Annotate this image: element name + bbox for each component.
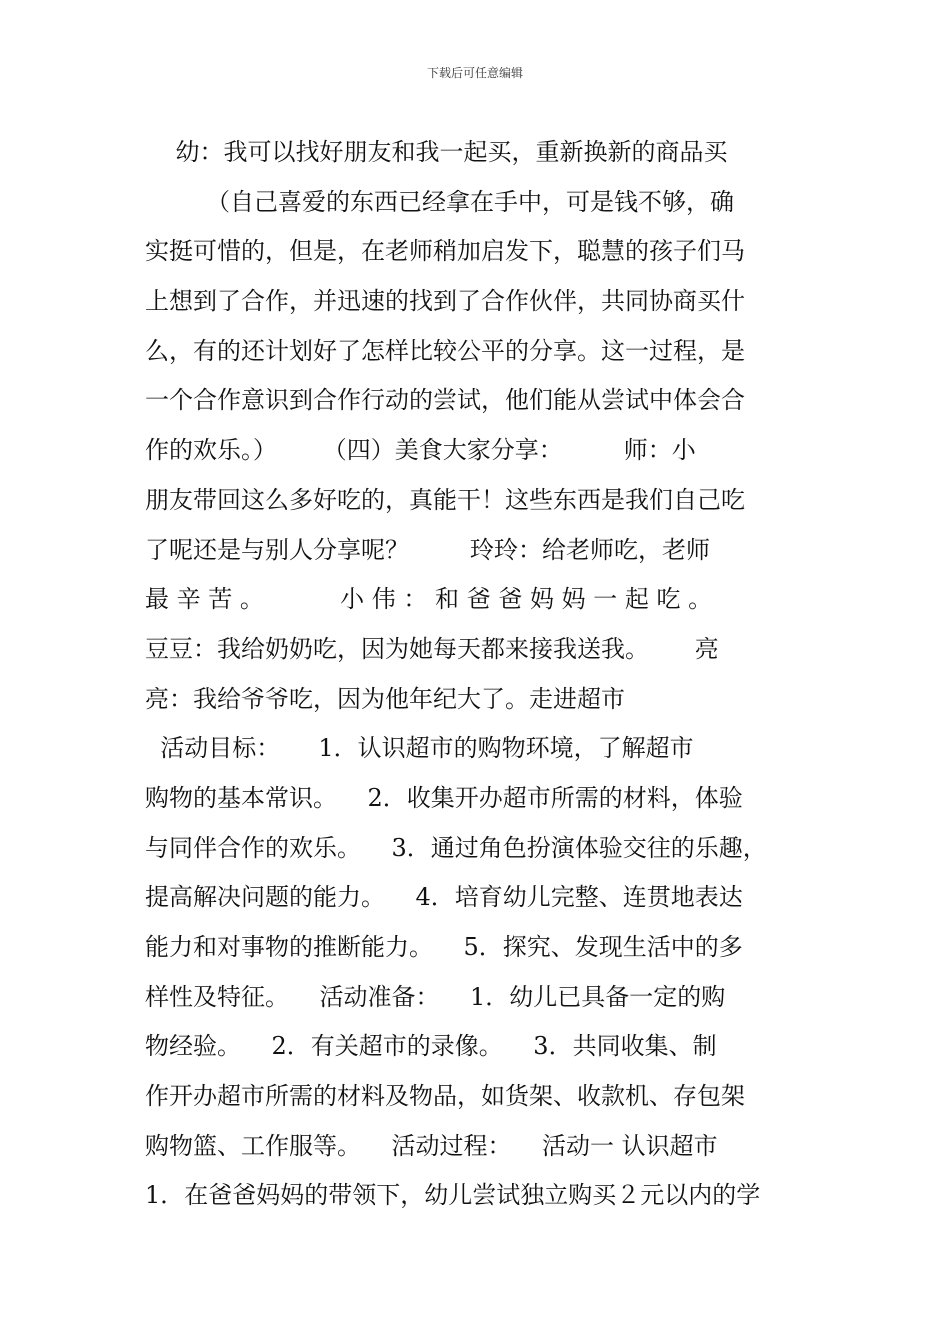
- text-line: （自己喜爱的东西已经拿在手中，可是钱不够，确: [145, 187, 735, 216]
- text-line: 作开办超市所需的材料及物品，如货架、收款机、存包架: [145, 1082, 745, 1111]
- text-line: 一个合作意识到合作行动的尝试，他们能从尝试中体会合: [145, 386, 745, 415]
- text-line: 幼：我可以找好朋友和我一起买，重新换新的商品买: [145, 138, 728, 166]
- text-line: 了呢还是与别人分享呢？ 玲玲：给老师吃，老师: [145, 535, 711, 564]
- text-line: 提高解决问题的能力。 4．培育幼儿完整、连贯地表达: [145, 883, 743, 912]
- text-line: 购物的基本常识。 2．收集开办超市所需的材料，体验: [145, 783, 743, 812]
- text-line: 最 辛 苦 。 小 伟 ： 和 爸 爸 妈 妈 一 起 吃 。: [145, 585, 713, 614]
- text-line: 朋友带回这么多好吃的，真能干！这些东西是我们自己吃: [145, 485, 745, 514]
- text-line: 上想到了合作，并迅速的找到了合作伙伴，共同协商买什: [145, 287, 745, 316]
- text-line: 实挺可惜的，但是，在老师稍加启发下，聪慧的孩子们马: [145, 237, 745, 266]
- text-line: 能力和对事物的推断能力。 5．探究、发现生活中的多: [145, 933, 743, 961]
- text-line: 1．在爸爸妈妈的带领下，幼儿尝试独立购买２元以内的学: [145, 1181, 761, 1210]
- text-line: 亮：我给爷爷吃，因为他年纪大了。走进超市: [145, 684, 625, 713]
- text-line: 样性及特征。 活动准备： 1．幼儿已具备一定的购: [145, 982, 726, 1011]
- page-header-note: 下载后可任意编辑: [426, 66, 523, 80]
- text-line: 么，有的还计划好了怎样比较公平的分享。这一过程，是: [145, 336, 745, 365]
- text-line: 活动目标： 1．认识超市的购物环境，了解超市: [145, 734, 694, 763]
- document-body: [145, 128, 810, 1221]
- text-line: 购物篮、工作服等。 活动过程： 活动一 认识超市: [145, 1131, 718, 1160]
- text-line: 作的欢乐。） （四）美食大家分享： 师：小: [145, 436, 696, 465]
- text-line: 豆豆：我给奶奶吃，因为她每天都来接我送我。 亮: [145, 634, 719, 663]
- text-line: 与同伴合作的欢乐。 3．通过角色扮演体验交往的乐趣，: [145, 833, 767, 862]
- text-line: 物经验。 2．有关超市的录像。 3．共同收集、制: [145, 1032, 717, 1061]
